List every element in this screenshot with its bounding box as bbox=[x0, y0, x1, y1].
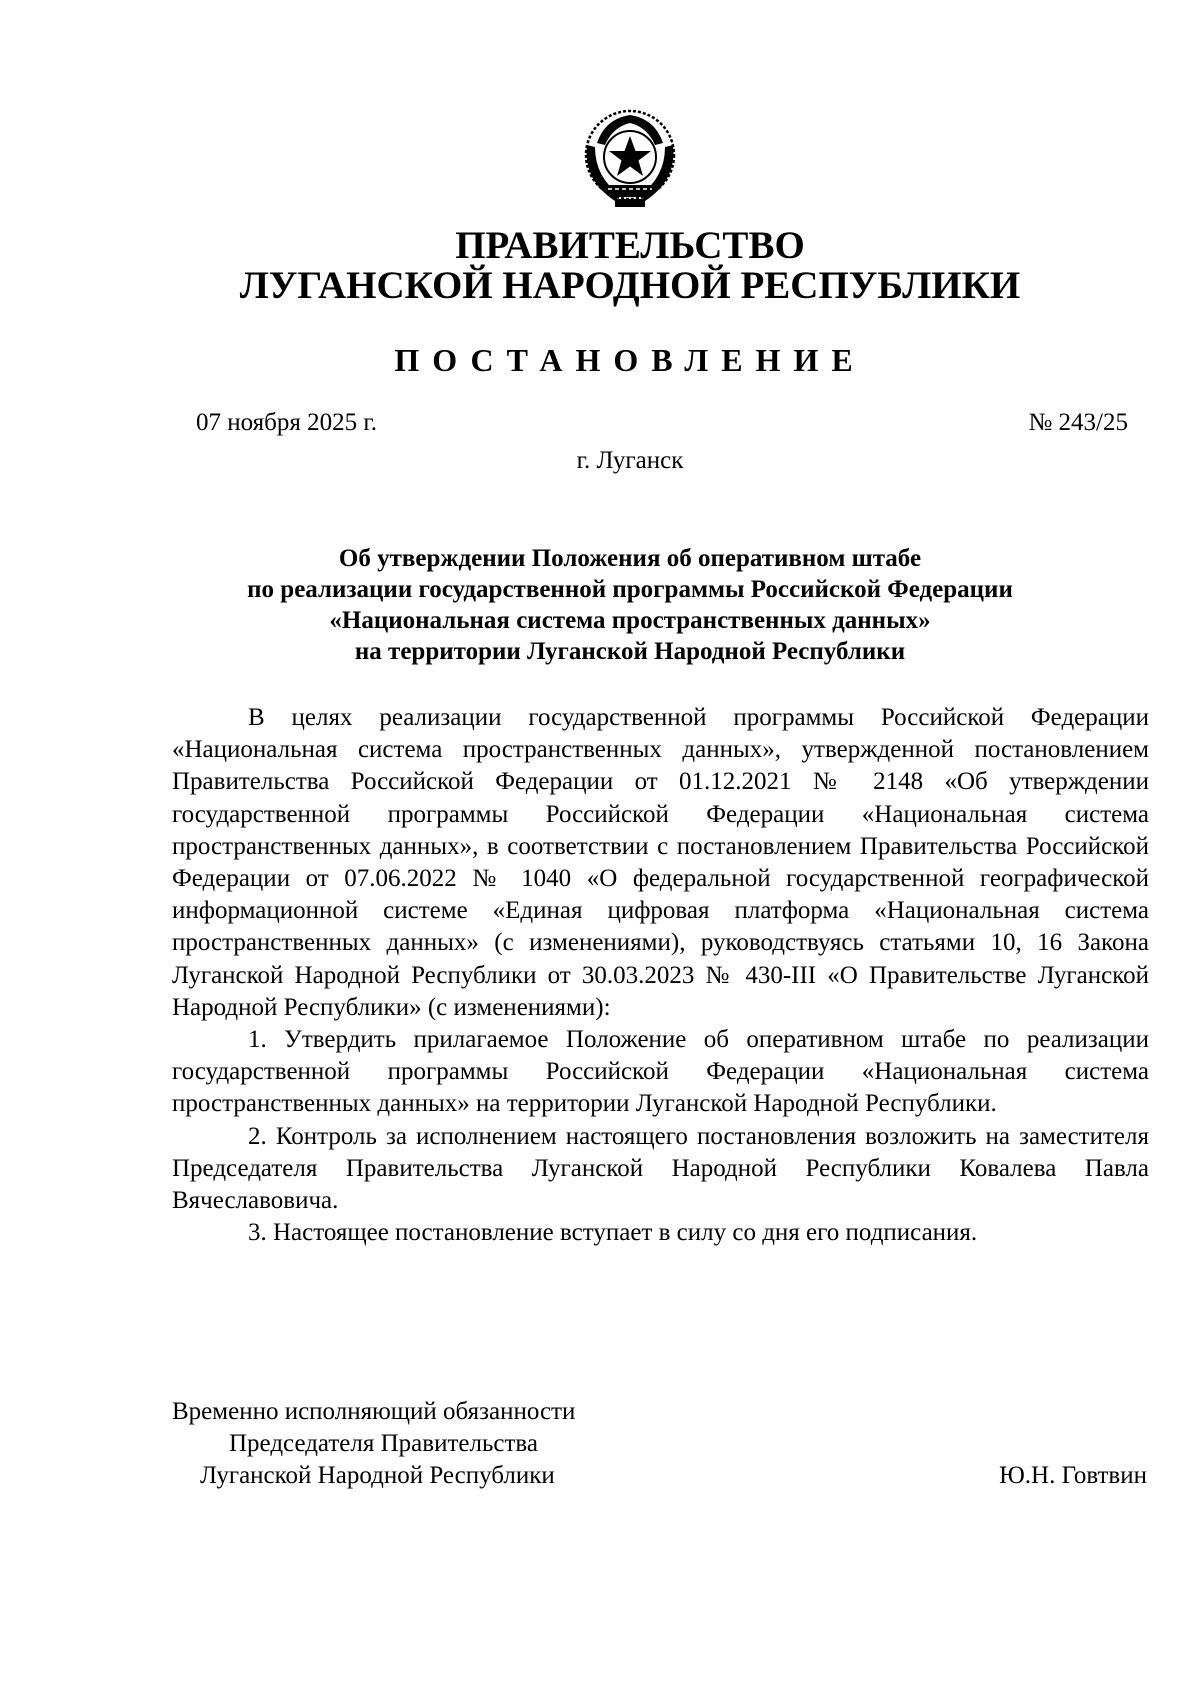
document-date: 07 ноября 2025 г. bbox=[196, 409, 378, 436]
subject-line: на территории Луганской Народной Республики bbox=[354, 638, 906, 665]
position-line-2: Председателя Правительства bbox=[229, 1430, 538, 1457]
document-number: № 243/25 bbox=[1028, 409, 1128, 436]
item-paragraph: 2. Контроль за исполнением настоящего постановления возложить на заместителя Председателя Правительства Луганской Народной Республики Ковалева Павла Вячеславовича. bbox=[172, 1122, 1149, 1215]
org-line-1: ПРАВИТЕЛЬСТВО bbox=[455, 224, 805, 267]
position-line-1: Временно исполняющий обязанности bbox=[172, 1398, 576, 1425]
coat-of-arms-emblem bbox=[575, 105, 685, 213]
item-paragraph: 3. Настоящее постановление вступает в силу со дня его подписания. bbox=[248, 1219, 978, 1247]
subject-line: Об утверждении Положения об оперативном штабе bbox=[338, 545, 922, 572]
subject-line: по реализации государственной программы Российской Федерации bbox=[247, 576, 1013, 603]
preamble-paragraph: В целях реализации государственной программы Российской Федерации «Национальная система пространственных данных», утвержденной постановлением Правительства Российской Федерации от 01.12.2021 № 2148 «Об утверждении государственной программы Российской Федерации «Национальная система пространственных данных», в соответствии с постановлением Правительства Российской Федерации от 07.06.2022 № 1040 «О федеральной государственной географической информационной системе «Единая цифровая платформа «Национальная система пространственных данных» (с изменениями), руководствуясь статьями 10, 16 Закона Луганской Народной Республики от 30.03.2023 № 430-III «О Правительстве Луганской Народной Республики» (с изменениями): bbox=[172, 704, 1149, 1021]
signatory-position bbox=[172, 1396, 575, 1492]
document-subject bbox=[160, 543, 1100, 667]
government-title bbox=[0, 226, 1200, 306]
position-line-3: Луганской Народной Республики bbox=[200, 1462, 555, 1489]
subject-line: «Национальная система пространственных данных» bbox=[329, 607, 931, 634]
document-city: г. Луганск bbox=[576, 447, 684, 474]
signatory-name: Ю.Н. Говтвин bbox=[999, 1462, 1147, 1489]
document-type: ПОСТАНОВЛЕНИЕ bbox=[394, 342, 866, 378]
org-line-2: ЛУГАНСКОЙ НАРОДНОЙ РЕСПУБЛИКИ bbox=[239, 264, 1021, 307]
document-body bbox=[172, 702, 1149, 1249]
item-paragraph: 1. Утвердить прилагаемое Положение об оперативном штабе по реализации государственной программы Российской Федерации «Национальная система пространственных данных» на территории Луганской Народной Республики. bbox=[172, 1026, 1149, 1118]
